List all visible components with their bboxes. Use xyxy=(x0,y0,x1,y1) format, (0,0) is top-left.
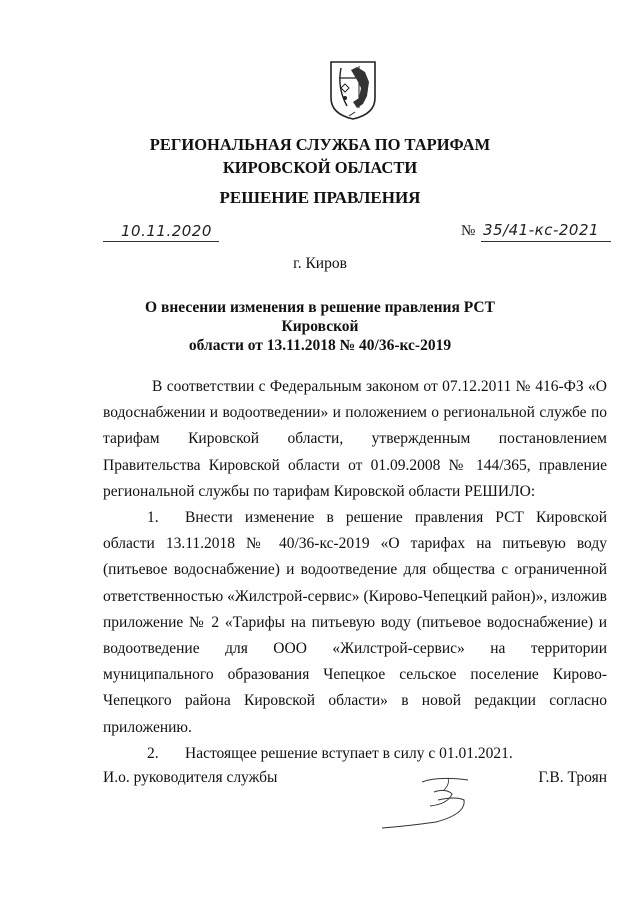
item-1-number: 1. xyxy=(147,509,159,527)
city: г. Киров xyxy=(293,255,347,272)
coat-of-arms-icon xyxy=(329,58,377,120)
agency-title xyxy=(0,133,640,179)
preamble-paragraph: В соответствии с Федеральным законом от 07.12.2011 № 416-ФЗ «О водоснабжении и водоотведении» и положением о региональной службе по тарифам Кировской области, утвержденным постановлением Правительства Кировской области от 01.09.2008 № 144/365, правление региональной службы по тарифам Кировской области РЕШИЛО: xyxy=(103,378,607,500)
date-value: 10.11.2020 xyxy=(121,222,212,240)
document-type: РЕШЕНИЕ ПРАВЛЕНИЯ xyxy=(219,188,421,207)
number-field xyxy=(461,221,611,241)
item-2-text: Настоящее решение вступает в силу с 01.01.2021. xyxy=(185,744,513,762)
signatory-role: И.о. руководителя службы xyxy=(103,769,278,786)
item-2-number: 2. xyxy=(147,744,159,762)
subject-heading xyxy=(120,298,520,355)
item-1-text: Внести изменение в решение правления РСТ Кировской области 13.11.2018 № 40/36-кс-2019 «О тарифах на питьевую воду (питьевое водоснабжение) и водоотведение для общества с ограниченной ответственностью «Жилстрой-сервис» (Кирово-Чепецкий район)», изложив приложение № 2 «Тарифы на питьевую воду (питьевое водоснабжение) и водоотведение для ООО «Жилстрой-сервис» на территории муниципального образования Чепецкое сельское поселение Кирово-Чепецкого района Кировской области» в новой редакции согласно приложению. xyxy=(103,509,607,736)
item-2 xyxy=(103,741,607,767)
number-sign: № xyxy=(461,223,476,239)
subject-line1: О внесении изменения в решение правления РСТ Кировской xyxy=(145,299,495,335)
agency-title-line1: РЕГИОНАЛЬНАЯ СЛУЖБА ПО ТАРИФАМ xyxy=(149,135,491,154)
subject-line2: области от 13.11.2018 № 40/36-кс-2019 xyxy=(188,337,452,354)
date-field xyxy=(103,221,219,242)
item-1 xyxy=(103,505,607,741)
handwritten-signature xyxy=(378,770,490,830)
signatory-name: Г.В. Троян xyxy=(538,769,607,786)
number-line xyxy=(481,221,611,242)
document-body xyxy=(103,374,607,767)
agency-title-line2: КИРОВСКОЙ ОБЛАСТИ xyxy=(222,158,418,177)
number-value: 35/41-кс-2021 xyxy=(483,221,600,239)
